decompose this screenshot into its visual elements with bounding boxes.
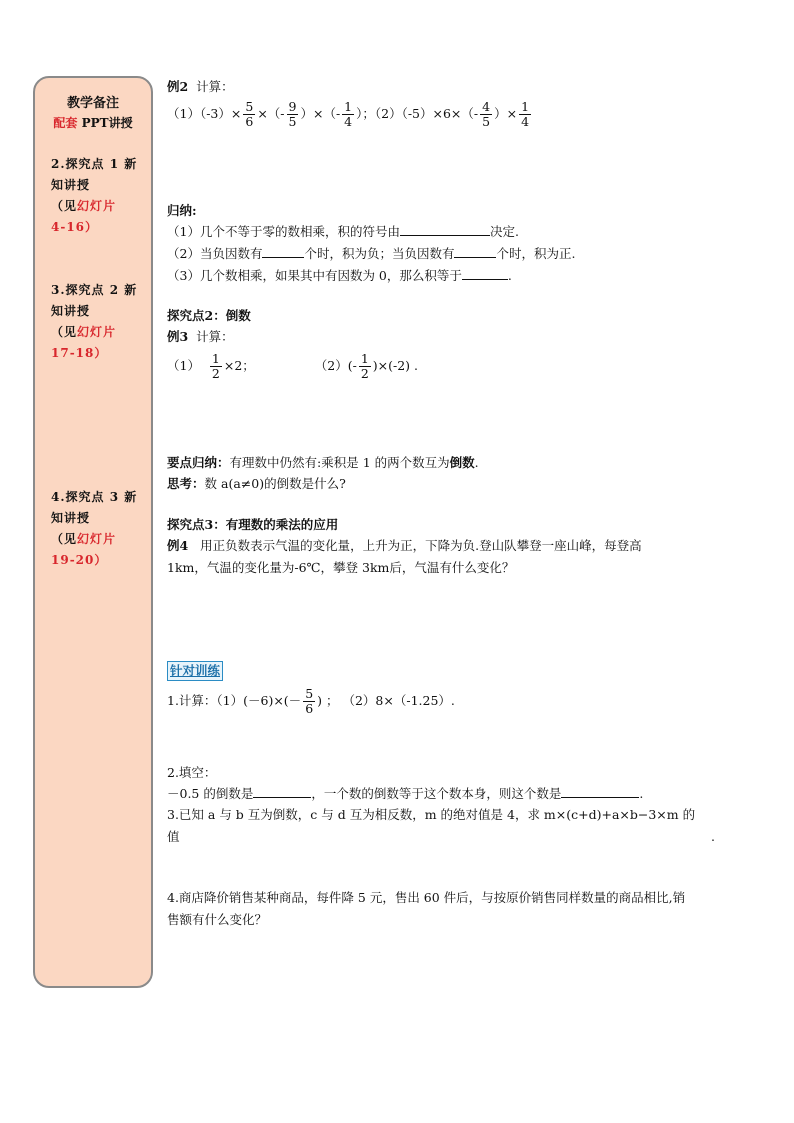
practice-q2-label: 2.填空： [167, 765, 217, 780]
answer-blank[interactable] [462, 267, 508, 280]
fraction: $\frac{1}{4}$ [521, 99, 530, 129]
fraction: $\frac{4}{5}$ [482, 99, 491, 129]
sidebar-note-ref: （见幻灯片 [51, 199, 117, 213]
practice-q3-line-1: 3.已知 a 与 b 互为倒数，c 与 d 互为相反数，m 的绝对值是 4，求 m×(c+d)+a×b−3×m 的 [167, 807, 696, 822]
sidebar-title: 教学备注 [66, 96, 119, 111]
practice-q1: 1.计算：（1）(－6)×(－ $\frac{5}{6}$ ) ； （2）8×（-1.25）. [167, 686, 455, 716]
example-2-problems: （1）（-3）× $\frac{5}{6}$ ×（- $\frac{9}{5}$ ）×（- $\frac{1}{4}$ ）；（2）（-5）×6×（- $\frac{4}{5}$ ）× $\frac{1}{4}$ [167, 99, 530, 129]
summary-line-3: （3）几个数相乘，如果其中有因数为 0，那么积等于 . [167, 268, 512, 283]
key-point-line: 要点归纳：有理数中仍然有:乘积是 1 的两个数互为倒数. [167, 455, 479, 470]
summary-heading: 归纳: [167, 203, 197, 218]
example-3-heading: 例3 计算： [167, 329, 234, 344]
point-2-heading: 探究点2：倒数 [167, 308, 251, 323]
teaching-notes-sidebar [33, 76, 153, 988]
sidebar-note-pages: 19-20） [51, 553, 108, 567]
sidebar-note-2 [51, 280, 141, 364]
point-3-heading: 探究点3：有理数的乘法的应用 [167, 517, 339, 532]
answer-blank[interactable] [253, 785, 311, 798]
practice-q4-line-1: 4.商店降价销售某种商品，每件降 5 元，售出 60 件后，与按原价销售同样数量的商品相比,销 [167, 890, 686, 905]
sidebar-subtitle-rest: PPT讲授 [81, 116, 133, 130]
sidebar-subtitle [35, 114, 151, 131]
answer-blank[interactable] [400, 223, 490, 236]
answer-blank[interactable] [561, 785, 639, 798]
answer-blank[interactable] [262, 245, 304, 258]
practice-badge-row [167, 660, 223, 682]
fraction: $\frac{1}{2}$ [211, 351, 220, 381]
sidebar-subtitle-red: 配套 [53, 116, 78, 130]
summary-line-1: （1）几个不等于零的数相乘，积的符号由 决定. [167, 224, 519, 239]
example-2-heading: 例2 计算： [167, 79, 234, 94]
practice-q2: －0.5 的倒数是 ，一个数的倒数等于这个数本身，则这个数是 . [167, 786, 644, 801]
sidebar-note-pages: 17-18） [51, 346, 108, 360]
think-line: 思考：数 a(a≠0)的倒数是什么? [167, 476, 346, 491]
example-4-line-1: 例4 用正负数表示气温的变化量，上升为正，下降为负.登山队攀登一座山峰，每登高 [167, 538, 642, 553]
sidebar-note-ref: （见幻灯片 [51, 532, 117, 546]
summary-line-2: （2）当负因数有 个时，积为负；当负因数有 个时，积为正. [167, 246, 576, 261]
example-3-problems: （1） $\frac{1}{2}$ ×2； （2）(- $\frac{1}{2}$ )×(-2) . [167, 351, 419, 381]
fraction: $\frac{5}{6}$ [305, 686, 314, 716]
practice-badge: 针对训练 [167, 661, 223, 681]
sidebar-note-3 [51, 487, 141, 571]
sidebar-note-heading: 2.探究点 1 新知讲授 [51, 157, 138, 192]
practice-q4-line-2: 售额有什么变化？ [167, 912, 268, 927]
sidebar-note-ref: （见幻灯片 [51, 325, 117, 339]
fraction: $\frac{1}{2}$ [360, 351, 369, 381]
answer-blank[interactable] [454, 245, 496, 258]
practice-q3-line-2: 值 . [167, 829, 715, 844]
fraction: $\frac{9}{5}$ [288, 99, 297, 129]
fraction: $\frac{1}{4}$ [344, 99, 353, 129]
sidebar-note-heading: 3.探究点 2 新知讲授 [51, 283, 138, 318]
example-4-line-2: 1km，气温的变化量为-6℃，攀登 3km后，气温有什么变化？ [167, 560, 515, 575]
sidebar-note-1 [51, 154, 141, 238]
sidebar-note-pages: 4-16） [51, 220, 99, 234]
sidebar-note-heading: 4.探究点 3 新知讲授 [51, 490, 138, 525]
fraction: $\frac{5}{6}$ [245, 99, 254, 129]
